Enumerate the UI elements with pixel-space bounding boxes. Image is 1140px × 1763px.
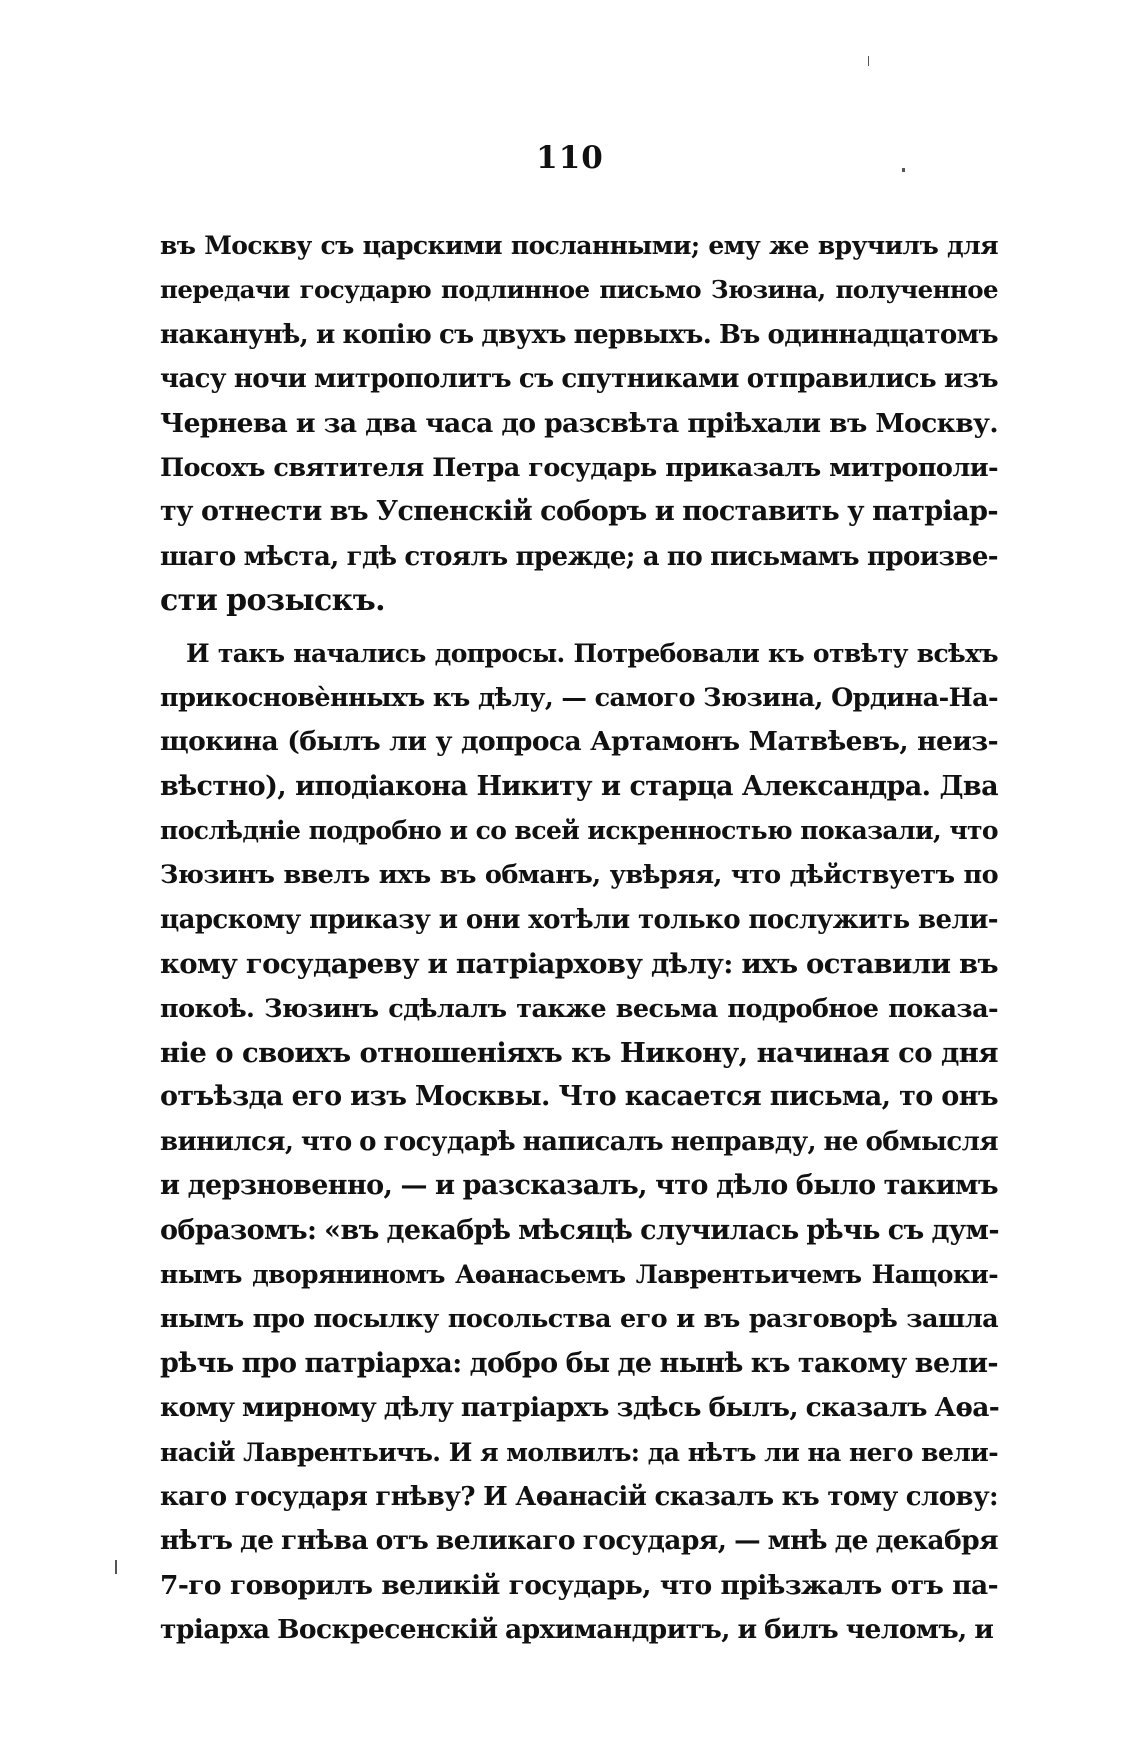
text-line: образомъ: «въ декабрѣ мѣсяцѣ случилась рѣчь съ дум-: [160, 1214, 999, 1246]
text-line: кому мирному дѣлу патріархъ здѣсь былъ, сказалъ Аѳа-: [160, 1392, 1000, 1424]
text-line: передачи государю подлинное письмо Зюзина, полученное: [160, 275, 998, 305]
text-line: вѣстно), иподіакона Никиту и старца Александра. Два: [160, 770, 998, 802]
text-line: щокина (былъ ли у допроса Артамонъ Матвѣевъ, неиз-: [160, 726, 998, 758]
text-line: Зюзинъ ввелъ ихъ въ обманъ, увѣряя, что дѣйствуетъ по: [160, 860, 998, 891]
paragraph: [160, 224, 998, 624]
text-line: нѣтъ де гнѣва отъ великаго государя, — мнѣ де декабря: [160, 1525, 998, 1557]
text-line: насій Лаврентьичъ. И я молвилъ: да нѣтъ ли на него вели-: [160, 1437, 998, 1467]
text-line: послѣдніе подробно и со всей искренностью показали, что: [160, 816, 998, 846]
text-line: шаго мѣста, гдѣ стоялъ прежде; а по письмамъ произве-: [160, 541, 998, 572]
scan-speck: [868, 56, 869, 66]
text-line: ту отнести въ Успенскій соборъ и поставить у патріар-: [160, 496, 998, 528]
text-line: ніе о своихъ отношеніяхъ къ Никону, начиная со дня: [160, 1037, 998, 1070]
text-line: кому государеву и патріархову дѣлу: ихъ оставили въ: [160, 948, 998, 981]
text-line: въ Москву съ царскими посланными; ему же вручилъ для: [160, 231, 998, 260]
page-number: 110: [536, 140, 604, 176]
text-line: И такъ начались допросы. Потребовали къ отвѣту всѣхъ: [186, 638, 998, 668]
text-line: отъѣзда его изъ Москвы. Что касается письма, то онъ: [160, 1081, 998, 1113]
text-line: наканунѣ, и копію съ двухъ первыхъ. Въ одиннадцатомъ: [160, 319, 998, 350]
text-line: прикосновѐнныхъ къ дѣлу, — самого Зюзина, Ордина-На-: [160, 682, 998, 713]
text-line: и дерзновенно, — и разсказалъ, что дѣло было такимъ: [160, 1170, 998, 1202]
text-line: Посохъ святителя Петра государь приказалъ митрополи-: [160, 452, 998, 483]
text-line: нымъ про посылку посольства его и въ разговорѣ зашла: [160, 1304, 998, 1335]
paragraph: [160, 632, 998, 1653]
text-line: сти розыскъ.: [160, 583, 385, 619]
text-line: часу ночи митрополитъ съ спутниками отправились изъ: [160, 364, 998, 395]
body-text: [160, 224, 998, 1661]
text-line: Чернева и за два часа до разсвѣта пріѣхали въ Москву.: [160, 407, 998, 439]
text-line: покоѣ. Зюзинъ сдѣлалъ также весьма подробное показа-: [160, 993, 998, 1024]
scan-speck: [115, 1560, 117, 1574]
scan-speck: [902, 168, 905, 172]
text-line: 7-го говорилъ великій государь, что пріѣзжалъ отъ па-: [160, 1569, 998, 1601]
text-line: каго государя гнѣву? И Аѳанасій сказалъ къ тому слову:: [160, 1481, 998, 1512]
text-line: нымъ дворяниномъ Аѳанасьемъ Лаврентьичемъ Нащоки-: [160, 1259, 998, 1289]
text-line: рѣчь про патріарха: добро бы де нынѣ къ такому вели-: [160, 1347, 998, 1379]
text-line: тріарха Воскресенскій архимандритъ, и билъ челомъ, и: [160, 1614, 994, 1646]
text-line: винился, что о государѣ написалъ неправду, не обмысля: [160, 1126, 998, 1157]
text-line: царскому приказу и они хотѣли только послужить вели-: [160, 904, 998, 935]
